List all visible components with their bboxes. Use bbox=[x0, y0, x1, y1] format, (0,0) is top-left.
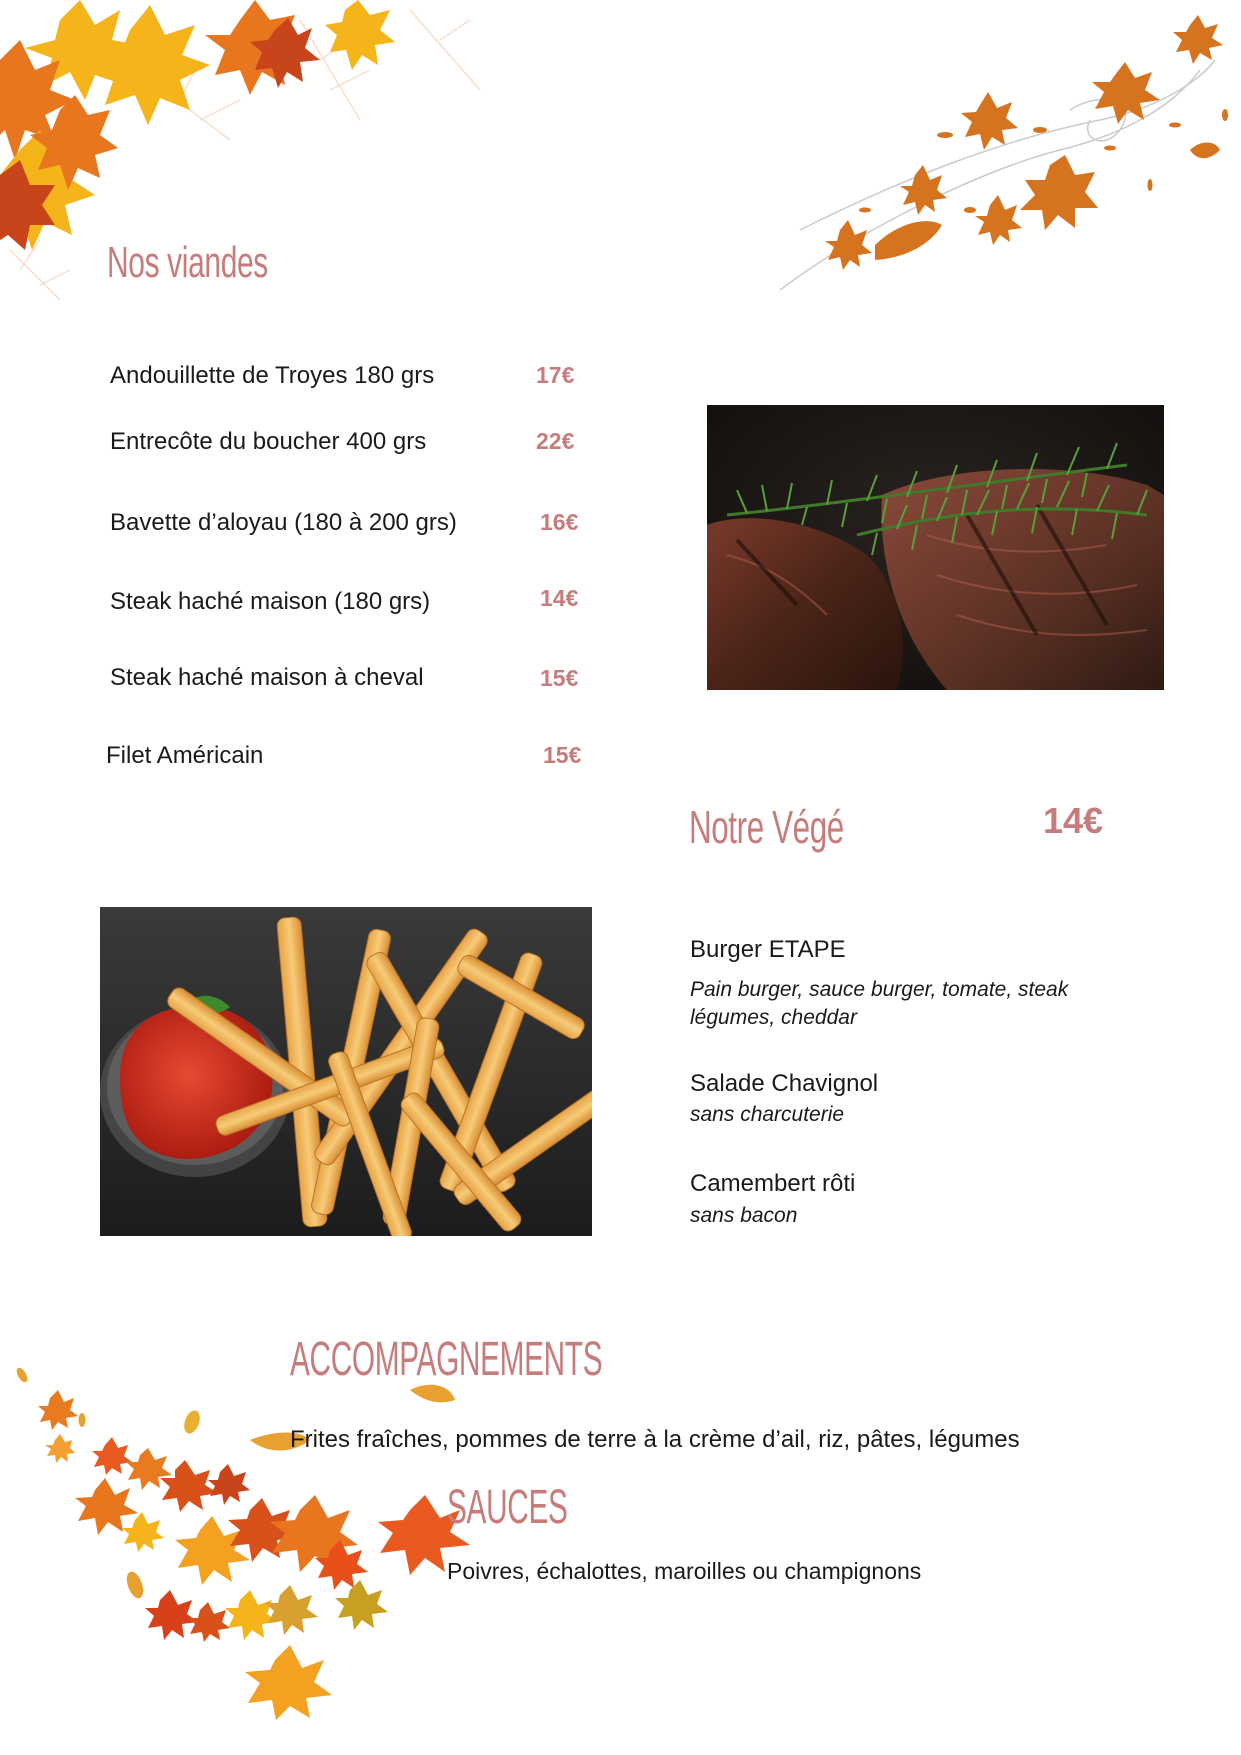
meat-item-name: Entrecôte du boucher 400 grs bbox=[110, 428, 427, 455]
section-title-sauces: SAUCES bbox=[447, 1481, 568, 1534]
maple-leaves-swirl-top-right-decoration bbox=[720, 0, 1241, 300]
meat-item-name: Steak haché maison (180 grs) bbox=[110, 588, 431, 615]
sauces-text: Poivres, échalottes, maroilles ou champignons bbox=[447, 1558, 922, 1584]
meat-item-price: 15€ bbox=[540, 665, 579, 691]
vege-item-name: Burger ETAPE bbox=[690, 936, 846, 963]
meat-item-name: Filet Américain bbox=[106, 742, 264, 769]
falling-leaves-bottom-left-decoration bbox=[0, 1360, 520, 1720]
vege-item-description: Pain burger, sauce burger, tomate, steak légumes, cheddar bbox=[690, 978, 1069, 1029]
vege-price: 14€ bbox=[1043, 800, 1104, 841]
vege-item-description: sans charcuterie bbox=[690, 1103, 845, 1126]
fries-photo bbox=[100, 907, 592, 1236]
section-title-accompagnements: ACCOMPAGNEMENTS bbox=[290, 1333, 603, 1386]
accompagnements-text: Frites fraîches, pommes de terre à la crème d’ail, riz, pâtes, légumes bbox=[290, 1426, 1020, 1453]
vege-item-name: Camembert rôti bbox=[690, 1170, 856, 1197]
meat-item-price: 16€ bbox=[540, 509, 579, 535]
vege-item-description: sans bacon bbox=[690, 1204, 798, 1227]
vege-item-name: Salade Chavignol bbox=[690, 1070, 879, 1097]
steak-photo bbox=[707, 405, 1164, 690]
meat-item-name: Andouillette de Troyes 180 grs bbox=[110, 362, 435, 389]
meat-item-name: Bavette d’aloyau (180 à 200 grs) bbox=[110, 509, 457, 536]
section-title-vege: Notre Végé bbox=[689, 801, 844, 853]
meat-item-price: 14€ bbox=[540, 585, 579, 611]
meat-item-name: Steak haché maison à cheval bbox=[110, 664, 424, 691]
meat-item-price: 15€ bbox=[543, 742, 582, 768]
meat-item-price: 22€ bbox=[536, 428, 575, 454]
section-title-viandes: Nos viandes bbox=[107, 238, 268, 287]
meat-item-price: 17€ bbox=[536, 362, 575, 388]
